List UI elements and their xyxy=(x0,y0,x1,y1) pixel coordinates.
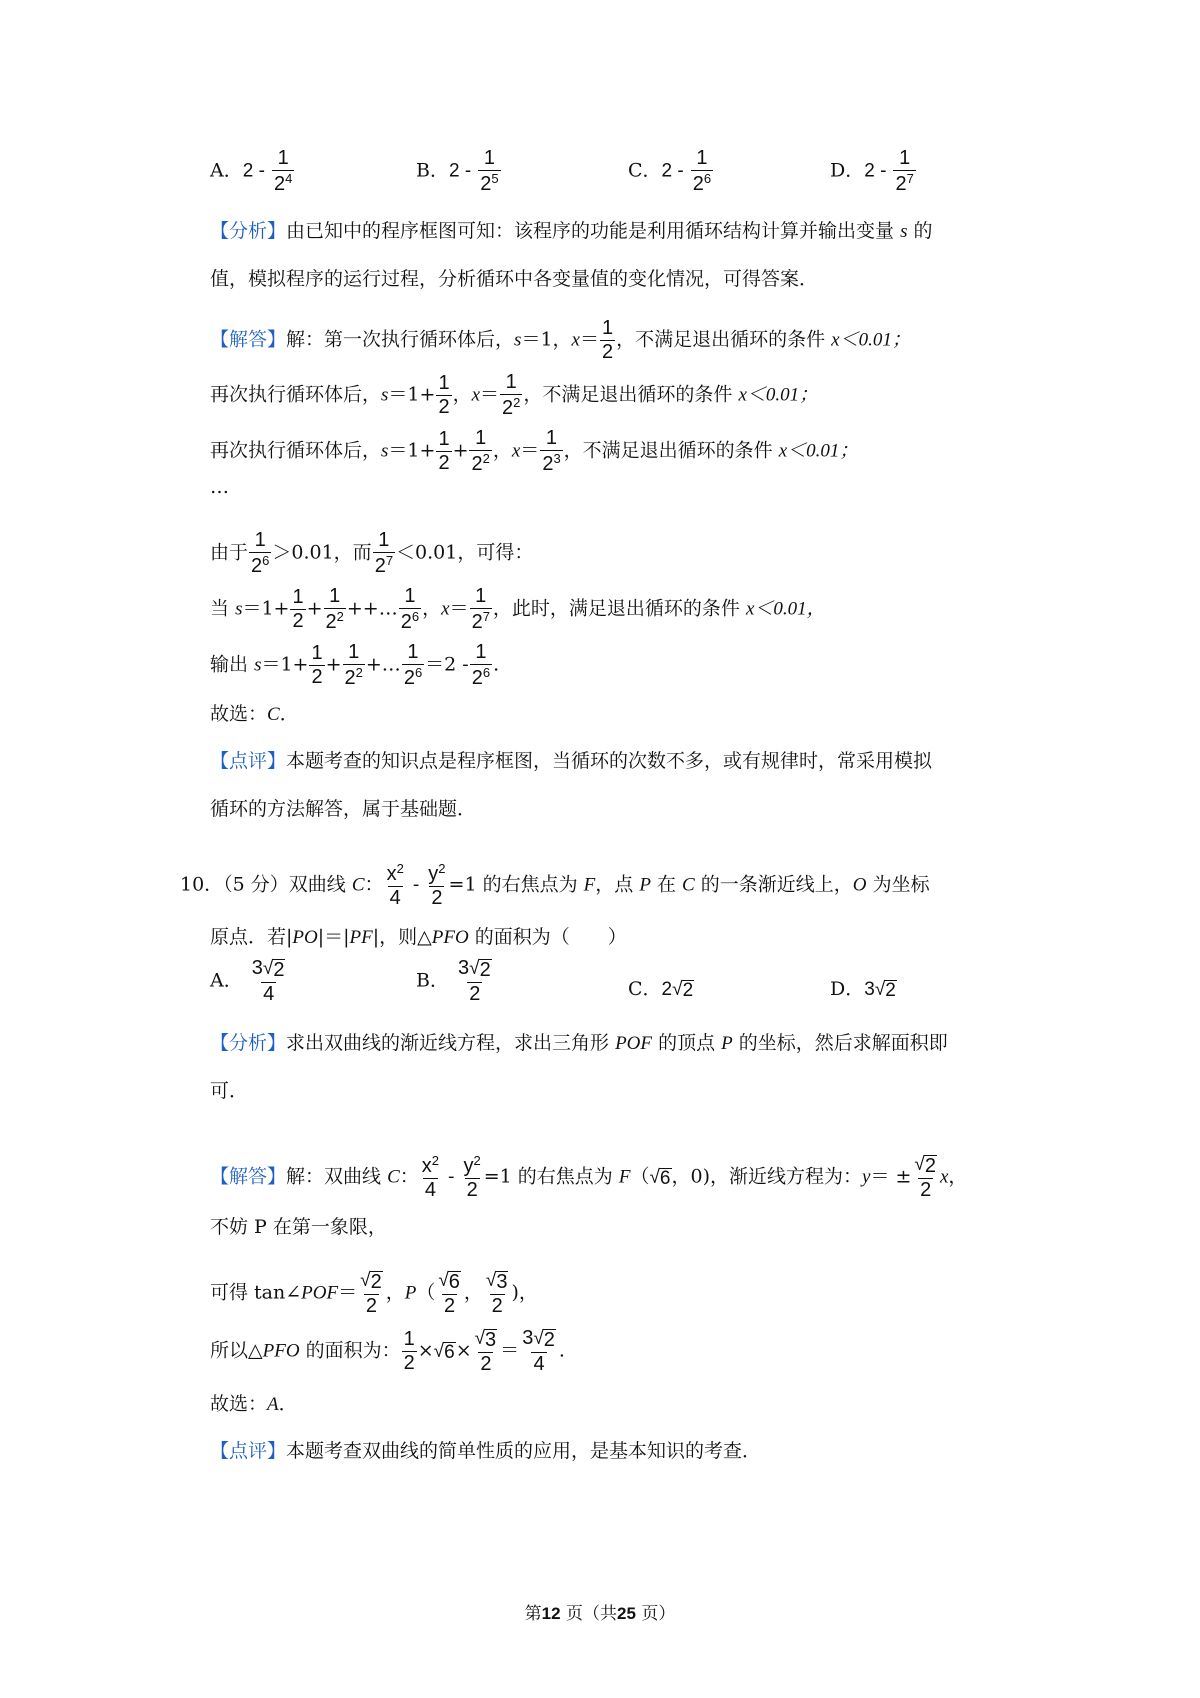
q9-choice-c: C．2 - $\frac{1}{2^6}$ xyxy=(628,147,712,195)
q9-solution-line-2: 再次执行循环体后，s＝1+ $\frac{1}{2}$ ，x＝ $\frac{1}{2^2}$ ，不满足退出循环的条件 x＜0.01； xyxy=(210,371,819,419)
page-total: 25 xyxy=(617,1604,636,1623)
q9-comment-line-2: 循环的方法解答，属于基础题． xyxy=(210,798,477,820)
solution-tag: 【解答】 xyxy=(210,1165,287,1188)
q9-answer: 故选：C． xyxy=(210,703,299,725)
q9-solution-line-6: 当 s＝1+ $\frac{1}{2}$ + $\frac{1}{2^2}$ ++… $\frac{1}{2^6}$ ，x＝ $\frac{1}{2^7}$ ，此时，满足退出循环的条件 x＜0.01， xyxy=(210,585,826,633)
q9-solution-line-1: 【解答】解：第一次执行循环体后，s＝1，x＝ $\frac{1}{2}$ ，不满足退出循环的条件 x＜0.01； xyxy=(210,317,911,363)
q10-solution-line-2: 不妨 P 在第一象限， xyxy=(210,1216,387,1238)
q10-analysis-line-2: 可． xyxy=(210,1080,249,1102)
comment-tag: 【点评】 xyxy=(210,1440,287,1462)
page-number: 12 xyxy=(541,1604,561,1623)
q10-comment: 【点评】本题考查双曲线的简单性质的应用，是基本知识的考查． xyxy=(210,1440,762,1462)
solution-tag: 【解答】 xyxy=(210,328,287,351)
q10-solution-line-3: 可得 tan∠POF＝ √ 2 2 ，P（ √ 6 2 ， √ 3 2 )， xyxy=(210,1270,538,1317)
q10-answer: 故选：A． xyxy=(210,1393,298,1415)
q9-analysis-line-1: 【分析】由已知中的程序框图可知：该程序的功能是利用循环结构计算并输出变量 s 的 xyxy=(210,220,933,242)
q10-choice-a: A． 3 √ 2 4 xyxy=(210,957,285,1005)
q10-stem-line-1: 10．（5 分）双曲线 C： $\frac{x^2}{4}$ - $\frac{y^2}{2}$ =1 的右焦点为 F，点 P 在 C 的一条渐近线上，O 为坐标 xyxy=(180,861,930,909)
q9-comment-line-1: 【点评】本题考查的知识点是程序框图，当循环的次数不多，或有规律时，常采用模拟 xyxy=(210,750,933,772)
analysis-tag: 【分析】 xyxy=(210,1032,287,1054)
q9-solution-line-7: 输出 s＝1+ $\frac{1}{2}$ + $\frac{1}{2^2}$ +… $\frac{1}{2^6}$ ＝2 - $\frac{1}{2^6}$ . xyxy=(210,641,500,689)
q9-choice-d: D．2 - $\frac{1}{2^7}$ xyxy=(830,147,914,195)
q9-solution-line-3: 再次执行循环体后，s＝1+ $\frac{1}{2}$ + $\frac{1}{2^2}$ ，x＝ $\frac{1}{2^3}$ ，不满足退出循环的条件 x＜0.01； xyxy=(210,427,859,475)
q10-solution-line-4: 所以△PFO 的面积为： $\frac{1}{2}$ × √ 6 × √ 3 2 ＝ 3 √ 2 4 . xyxy=(210,1327,565,1375)
q10-analysis-line-1: 【分析】求出双曲线的渐近线方程，求出三角形 POF 的顶点 P 的坐标，然后求解面积即 xyxy=(210,1032,948,1054)
q9-choice-b: B．2 - $\frac{1}{2^5}$ xyxy=(416,147,499,195)
page-footer: 第12 页（共25 页） xyxy=(524,1604,676,1624)
analysis-tag: 【分析】 xyxy=(210,220,287,242)
q9-choice-a: A．2 - $\frac{1}{2^4}$ xyxy=(210,147,293,195)
q10-stem-line-2: 原点．若|PO|＝|PF|，则△PFO 的面积为（ ） xyxy=(210,926,627,948)
comment-tag: 【点评】 xyxy=(210,750,287,772)
q9-analysis-line-2: 值，模拟程序的运行过程，分析循环中各变量值的变化情况，可得答案． xyxy=(210,268,819,290)
q10-choice-d: D．3 √ 2 xyxy=(830,978,896,1001)
q10-choice-c: C．2 √ 2 xyxy=(628,978,694,1001)
q10-solution-line-1: 【解答】解：双曲线 C： $\frac{x^2}{4}$ - $\frac{y^2}{2}$ =1 的右焦点为 F（ √ 6 ，0)，渐近线方程为：y＝ ± √ 2 2 x， xyxy=(210,1153,968,1201)
q9-ellipsis: … xyxy=(210,476,229,498)
q10-choice-b: B． 3 √ 2 2 xyxy=(416,957,491,1005)
q9-solution-line-5: 由于 $\frac{1}{2^6}$ ＞0.01，而 $\frac{1}{2^7}$ ＜0.01，可得： xyxy=(210,529,534,577)
